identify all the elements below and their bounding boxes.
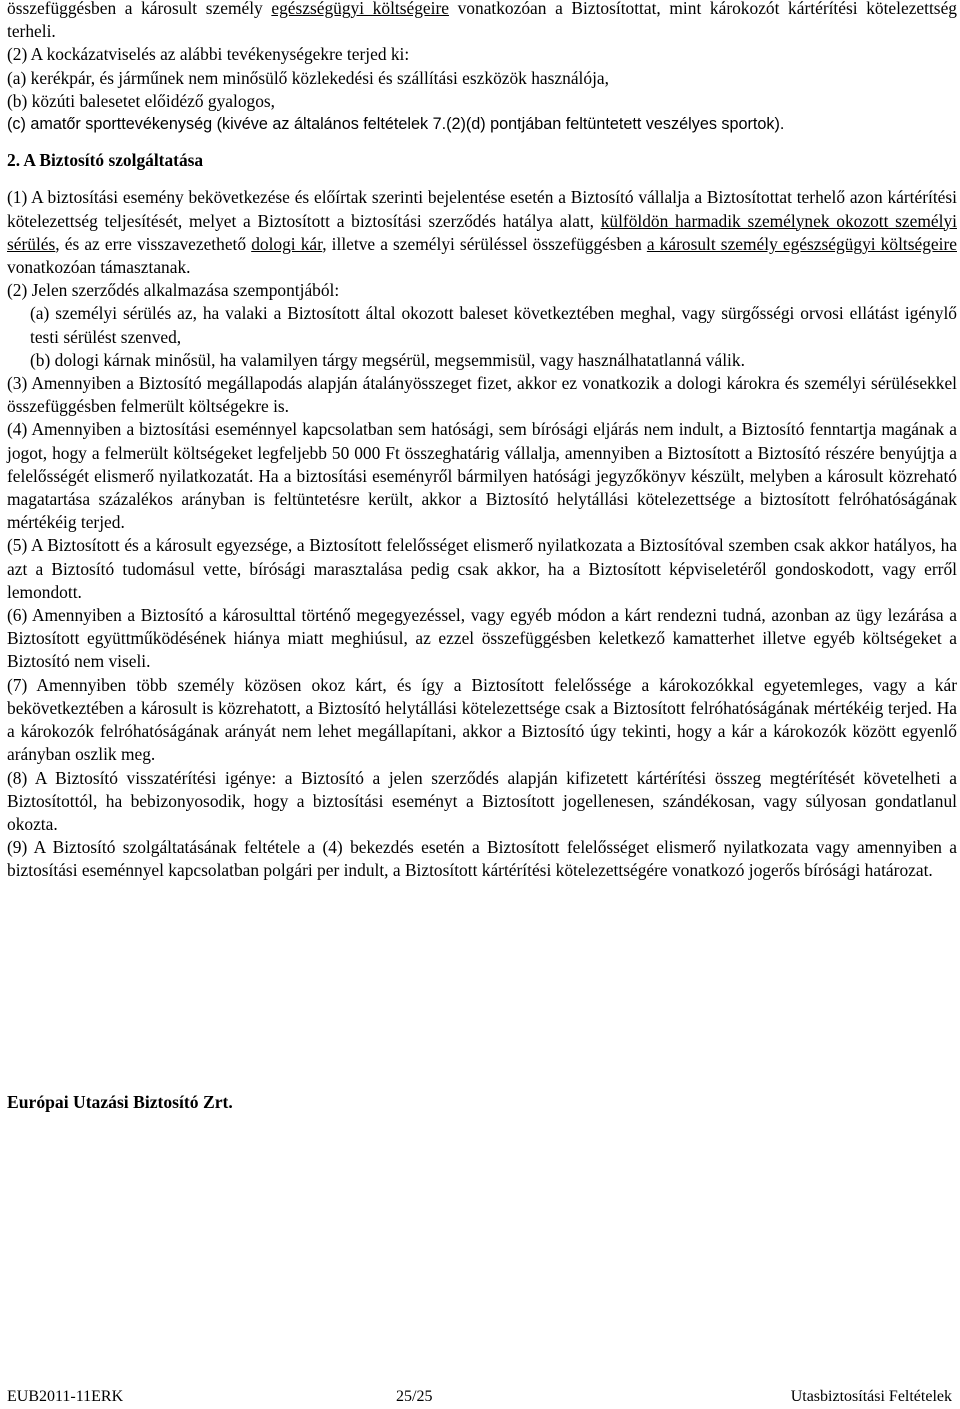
- intro-text: összefüggésben a károsult személy: [7, 0, 272, 18]
- injured-health-costs-link[interactable]: a károsult személy egészségügyi költségeire: [646, 233, 957, 254]
- document-code: EUB2011-11ERK: [7, 1388, 124, 1405]
- definition-item-a: (a) személyi sérülés az, ha valaki a Biztosított által okozott baleset következtében meghal, vagy sürgősségi orvosi ellátást igénylő testi sérülést szenved,: [30, 303, 957, 347]
- coverage-item-c: (c) amatőr sporttevékenység (kivéve az általános feltételek 7.(2)(d) pontjában feltüntetett veszélyes sportok).: [7, 115, 785, 134]
- page-number: 25/25: [396, 1388, 433, 1405]
- service-paragraph-6: (6) Amennyiben a Biztosító a károsulttal történő megegyezéssel, vagy egyéb módon a kárt rendezni tudná, azonban az ügy lezárása a Biztosított együttműködésének hiánya miatt meghiúsul, az ezzel összefüggésben keletkező kamatterhet illetve egyéb költségeket a Biztosító nem viseli.: [7, 605, 957, 672]
- section-title: 2. A Biztosító szolgáltatása: [7, 150, 204, 171]
- service-paragraph-7: (7) Amennyiben több személy közösen okoz kárt, és így a Biztosított felelőssége a károkozókkal egyetemleges, vagy a kár bekövetkeztében a károsult is közrehatott, a Biztosító helytállási kötelezettsége csak a Biztosított felróhatóságának mértékéig terjed. Ha a károkozók felróhatóságának arányát nem lehet megállapítani, akkor a Biztosító úgy tekinti, hogy a kár a károkozók között egyenlő arányban oszlik meg.: [7, 674, 957, 765]
- health-costs-link[interactable]: egészségügyi költségeire: [271, 0, 449, 18]
- property-damage-link[interactable]: dologi kár: [251, 233, 323, 254]
- service-paragraph-1: [7, 186, 957, 279]
- service-paragraph-5: (5) A Biztosított és a károsult egyezsége, a Biztosított felelősséget elismerő nyilatkozata a Biztosítóval szemben csak akkor hatályos, ha azt a Biztosító tudomásul vette, bírósági marasztalása pedig csak akkor, ha a Biztosított képviseletéről gondoskodott, vagy erről lemondott.: [7, 535, 957, 602]
- paragraph-text: (1) A biztosítási esemény bekövetkezése és előírtak szerinti bejelentése esetén a Biztosító vállalja a Biztosítottat terhelő azon kártérítési kötelezettség teljesítését, melyet a Biztosított a biztosítási szerződés hatálya alatt,: [7, 187, 957, 231]
- service-paragraph-8: (8) A Biztosító visszatérítési igénye: a Biztosító a jelen szerződés alapján kifizetett kártérítési összeg megtérítését követelheti a Biztosítottól, ha bebizonyosodik, hogy a biztosítási eseményt a Biztosított jogellenesen, szándékosan, vagy súlyosan gondatlanul okozta.: [7, 767, 957, 834]
- document-title: Utasbiztosítási Feltételek: [790, 1388, 952, 1405]
- service-paragraph-3: (3) Amennyiben a Biztosító megállapodás alapján átalányösszeget fizet, akkor ez vonatkozik a dologi károkra és személyi sérülésekkel összefüggésben felmerült költségekre is.: [7, 373, 957, 417]
- paragraph-text: , és az erre visszavezethető: [55, 233, 252, 254]
- document-body: [7, 0, 957, 883]
- intro-text-end: vonatkozóan a Biztosítottat, mint károkozót kártérítési kötelezettség terheli.: [7, 0, 957, 42]
- coverage-item-b: (b) közúti balesetet előidéző gyalogos,: [7, 90, 276, 111]
- definitions-heading: (2) Jelen szerződés alkalmazása szempontjából:: [7, 280, 340, 301]
- service-paragraph-9: (9) A Biztosító szolgáltatásának feltétele a (4) bekezdés esetén a Biztosított felelősséget elismerő nyilatkozata vagy amennyiben a biztosítási eseménnyel kapcsolatban polgári per indult, a Biztosított kártérítési kötelezettségére vonatkozó jogerős bírósági határozat.: [7, 837, 957, 881]
- coverage-heading: (2) A kockázatviselés az alábbi tevékenységekre terjed ki:: [7, 44, 410, 65]
- paragraph-text: , illetve a személyi sérüléssel összefüggésben: [322, 233, 647, 254]
- paragraph-text: vonatkozóan támasztanak.: [7, 257, 191, 278]
- service-paragraph-4: (4) Amennyiben a biztosítási eseménnyel kapcsolatban sem hatósági, sem bírósági eljárás nem indult, a Biztosító fenntartja magának a jogot, hogy a felmerült költségeket legfeljebb 50 000 Ft összeghatárig vállalja, amennyiben a Biztosított a Biztosító részére benyújtja a felelősségét elismerő nyilatkozatát. Ha a biztosítási eseményről bármilyen hatósági jegyzőkönyv készült, melyben a károsult közreható magatartása százalékos arányban is feltüntetésre került, akkor a Biztosító helytállási kötelezettsége a biztosított felróhatóságának mértékéig terjed.: [7, 419, 957, 533]
- company-name: Európai Utazási Biztosító Zrt.: [7, 1092, 233, 1112]
- definition-item-b: (b) dologi kárnak minősül, ha valamilyen tárgy megsérül, megsemmisül, vagy használhatatlanná válik.: [30, 349, 745, 370]
- coverage-item-a: (a) kerékpár, és járműnek nem minősülő közlekedési és szállítási eszközök használója,: [7, 67, 609, 88]
- intro-paragraph: [7, 0, 957, 43]
- personal-injury-link[interactable]: külföldön harmadik személynek okozott személyi sérülés: [7, 210, 957, 254]
- page-footer: [7, 1388, 952, 1408]
